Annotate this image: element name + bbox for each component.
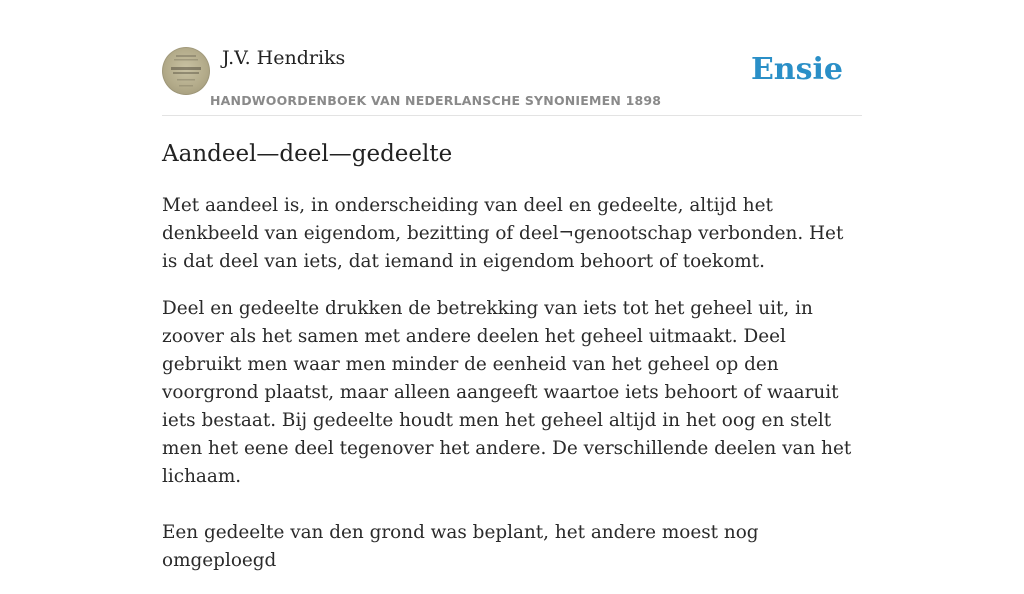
brand-logo[interactable]: Ensie bbox=[750, 52, 843, 87]
article-title: Aandeel—deel—gedeelte bbox=[162, 141, 453, 167]
header bbox=[162, 0, 862, 116]
book-cover-icon[interactable] bbox=[162, 47, 210, 95]
paragraph-1: Met aandeel is, in onderscheiding van deel en gedeelte, altijd het denkbeeld van eigendom, bezitting of deel¬genootschap verbonden. Het is dat deel van iets, dat iemand in eigendom behoort of toekomt. bbox=[162, 195, 844, 272]
page bbox=[162, 0, 862, 571]
source-title[interactable]: HANDWOORDENBOEK VAN NEDERLANSCHE SYNONIEMEN 1898 bbox=[210, 93, 662, 108]
article-body bbox=[162, 192, 862, 594]
paragraph-3: Een gedeelte van den grond was beplant, het andere moest nog omgeploegd bbox=[162, 522, 759, 571]
author-name[interactable]: J.V. Hendriks bbox=[222, 47, 346, 69]
paragraph-2: Deel en gedeelte drukken de betrekking van iets tot het geheel uit, in zoover als het samen met andere deelen het geheel uitmaakt. Deel gebruikt men waar men minder de eenheid van het geheel op den voorgrond plaatst, maar alleen aangeeft waartoe iets behoort of waaruit iets bestaat. Bij gedeelte houdt men het geheel altijd in het oog en stelt men het eene deel tegenover het andere. De verschillende deelen van het lichaam. bbox=[162, 298, 852, 487]
